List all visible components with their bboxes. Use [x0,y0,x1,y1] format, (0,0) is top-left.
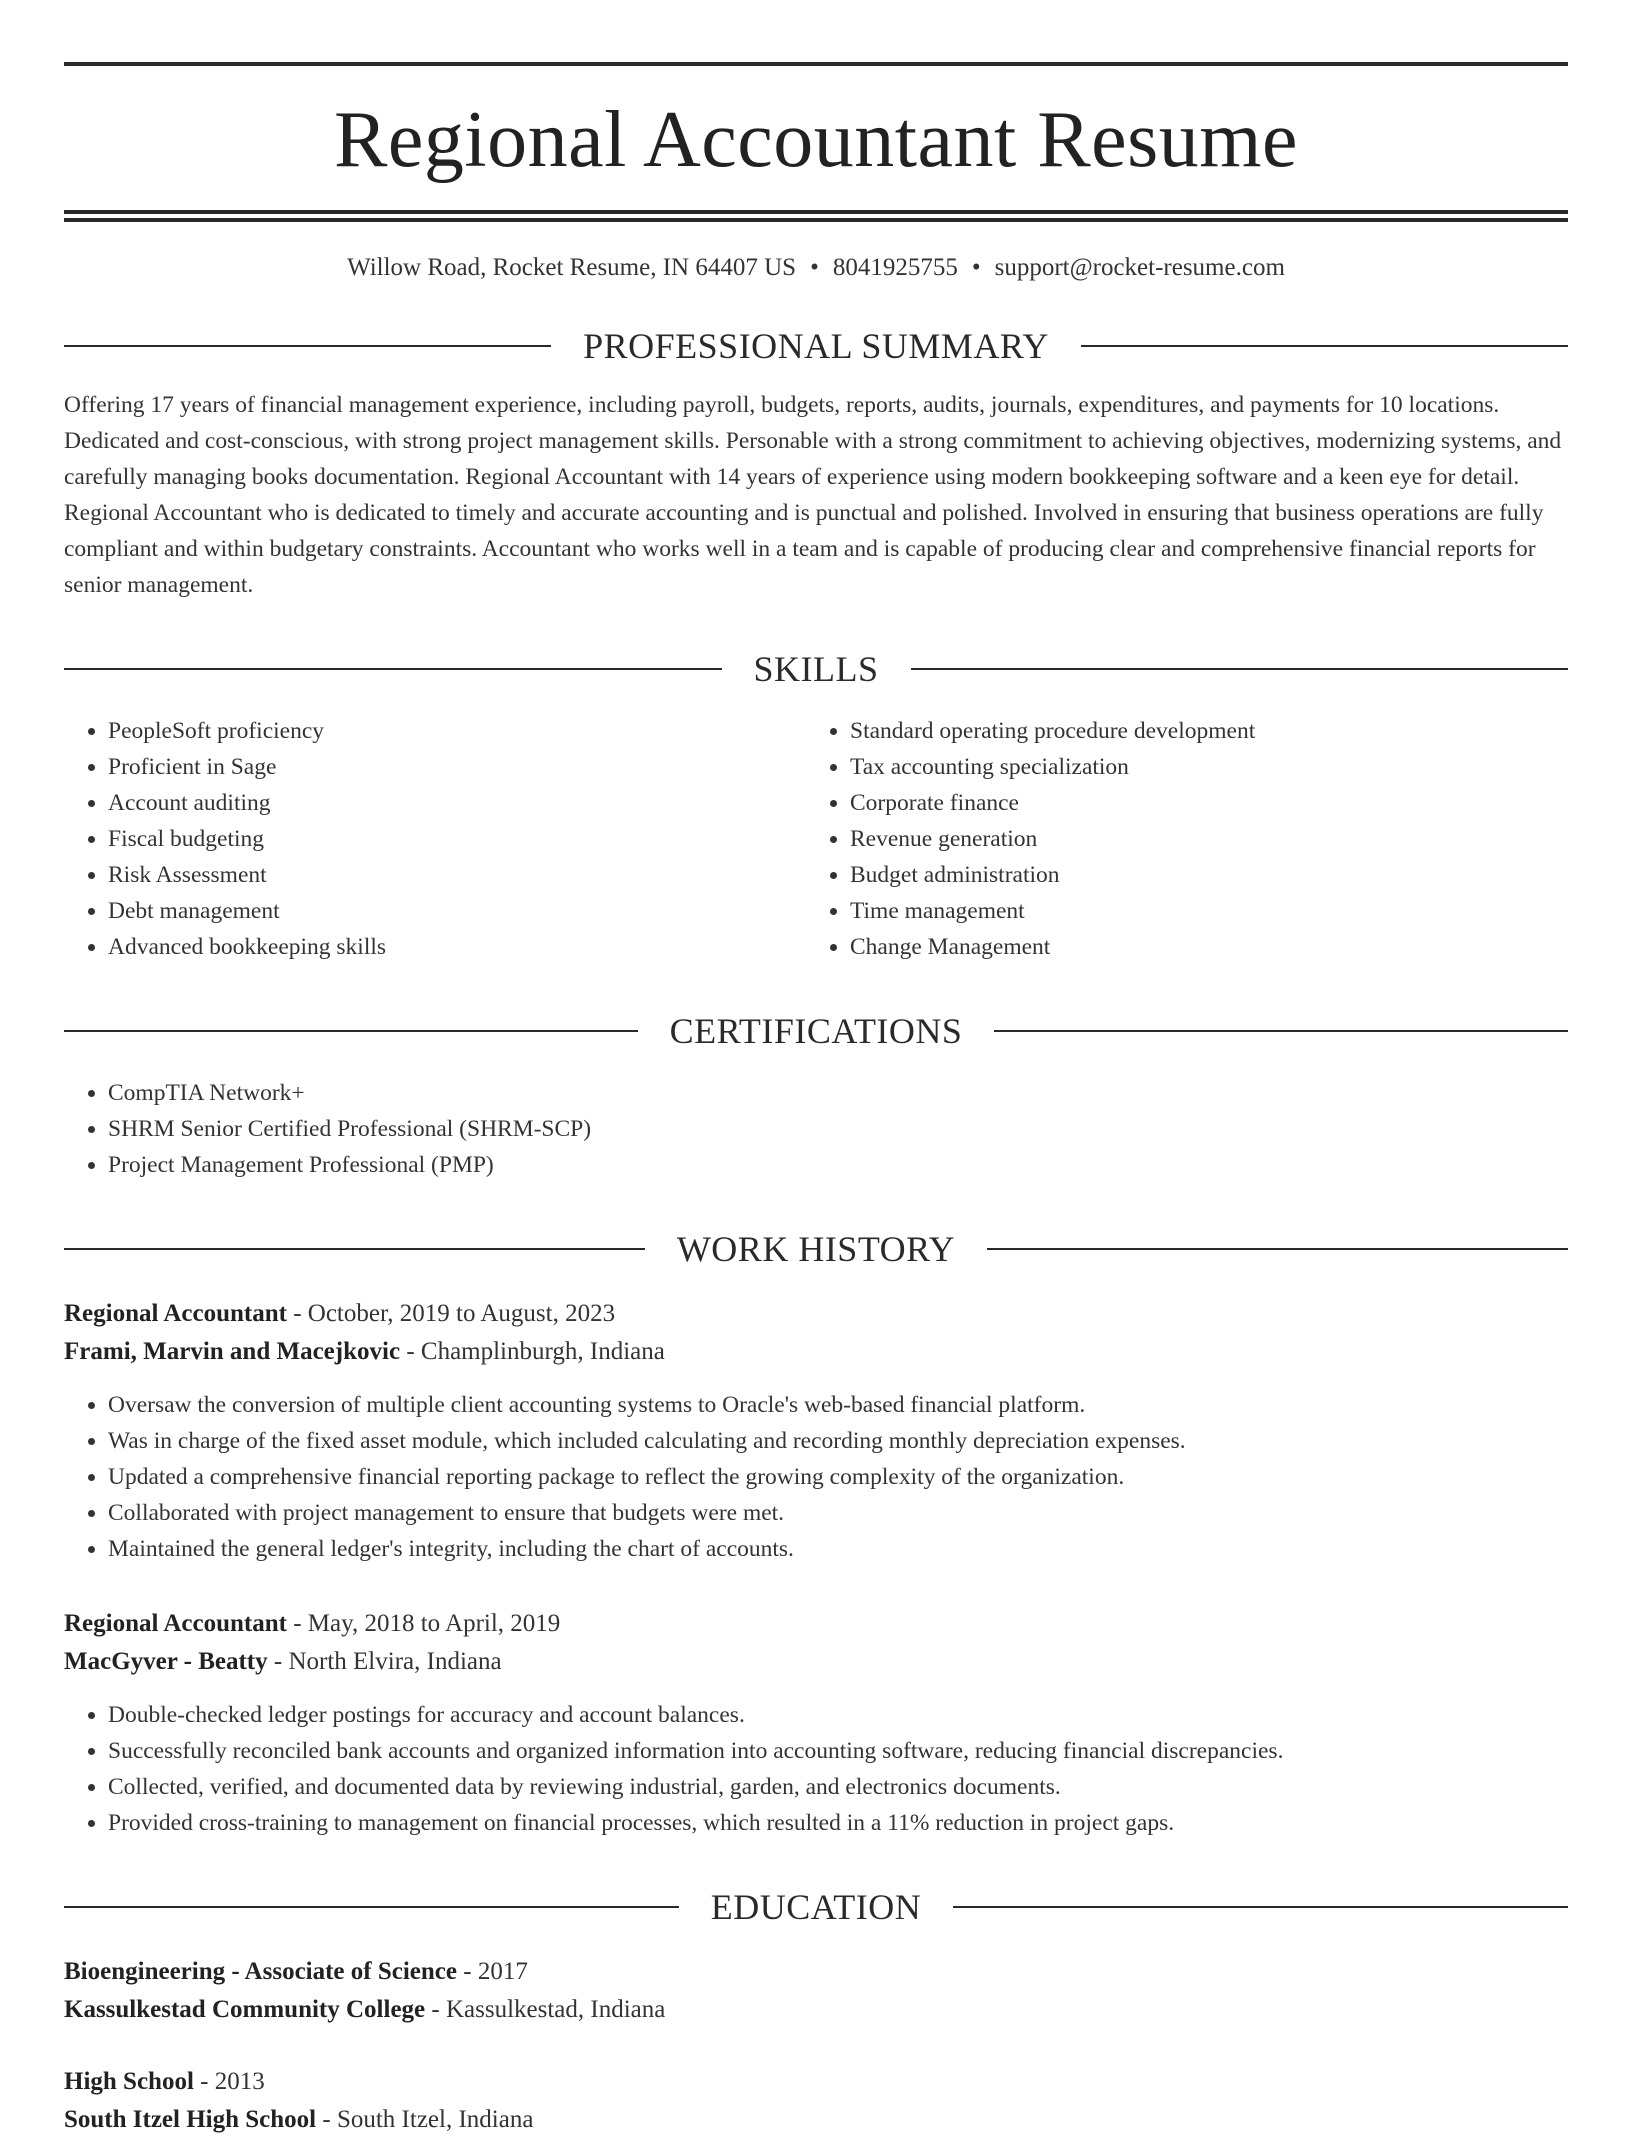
job-company-line [64,1643,1568,1681]
skill-item: • Advanced bookkeeping skills [108,929,806,965]
work-heading: WORK HISTORY [676,1229,956,1269]
job-title: Regional Accountant [64,1300,287,1327]
job-title: Regional Accountant [64,1610,287,1637]
certifications-heading: CERTIFICATIONS [669,1011,963,1051]
job-company: Frami, Marvin and Macejkovic [64,1338,401,1365]
section-rule [64,345,551,347]
education-degree: High School [64,2068,194,2095]
skills-section-header [64,651,1568,687]
job-entry [64,1605,1568,1841]
job-bullet: • Collaborated with project management to ensure that budgets were met. [108,1495,1568,1531]
job-company-line [64,1333,1568,1371]
job-company: MacGyver - Beatty [64,1648,268,1675]
job-bullet: • Oversaw the conversion of multiple client accounting systems to Oracle's web-based financial platform. [108,1387,1568,1423]
education-school: Kassulkestad Community College [64,1996,426,2023]
contact-address: Willow Road, Rocket Resume, IN 64407 US [347,254,797,281]
skill-item: • Time management [850,893,1548,929]
section-rule [953,1906,1568,1908]
job-dates: - May, 2018 to April, 2019 [286,1610,561,1637]
education-year: - 2017 [457,1958,528,1985]
skill-item: • Corporate finance [850,785,1548,821]
work-section-header [64,1231,1568,1267]
certifications-list [64,1075,1568,1183]
education-school: South Itzel High School [64,2106,317,2133]
job-bullet: • Double-checked ledger postings for accuracy and account balances. [108,1697,1568,1733]
skill-item: • PeopleSoft proficiency [108,713,806,749]
section-rule [64,1906,679,1908]
skill-item: • Proficient in Sage [108,749,806,785]
job-bullet: • Successfully reconciled bank accounts and organized information into accounting software, reducing financial discrepancies. [108,1733,1568,1769]
job-location: - Champlinburgh, Indiana [400,1338,665,1365]
skill-item: • Risk Assessment [108,857,806,893]
job-location: - North Elvira, Indiana [267,1648,502,1675]
section-rule [64,668,722,670]
job-bullets [64,1697,1568,1841]
education-school-line [64,1991,1568,2029]
section-rule [911,668,1569,670]
education-entry [64,2063,1568,2139]
education-school-line [64,2101,1568,2139]
job-entry [64,1295,1568,1567]
certification-item: • Project Management Professional (PMP) [108,1147,1568,1183]
skills-column-left [64,713,806,965]
education-entry [64,1953,1568,2029]
job-bullet: • Maintained the general ledger's integrity, including the chart of accounts. [108,1531,1568,1567]
contact-separator: • [971,254,981,281]
certification-item: • SHRM Senior Certified Professional (SHRM-SCP) [108,1111,1568,1147]
top-rule [64,62,1568,66]
summary-section-header [64,328,1568,364]
section-rule [64,1030,638,1032]
contact-line [64,255,1568,280]
education-degree-line [64,2063,1568,2101]
skill-item: • Budget administration [850,857,1548,893]
skill-item: • Debt management [108,893,806,929]
skill-item: • Account auditing [108,785,806,821]
summary-heading: PROFESSIONAL SUMMARY [583,326,1049,366]
section-rule [64,1248,645,1250]
double-rule [64,210,1568,222]
contact-phone: 8041925755 [832,254,958,281]
summary-text: Offering 17 years of financial management experience, including payroll, budgets, reports, audits, journals, expenditures, and payments for 10 locations. Dedicated and cost-conscious, with strong project management skills. Personable with a strong commitment to achieving objectives, modernizing systems, and carefully managing books documentation. Regional Accountant with 14 years of experience using modern bookkeeping software and a keen eye for detail. Regional Accountant who is dedicated to timely and accurate accounting and is punctual and polished. Involved in ensuring that business operations are fully compliant and within budgetary constraints. Accountant who works well in a team and is capable of producing clear and comprehensive financial reports for senior management. [64,392,1562,598]
job-title-line [64,1605,1568,1643]
skill-item: • Fiscal budgeting [108,821,806,857]
job-dates: - October, 2019 to August, 2023 [286,1300,616,1327]
contact-email[interactable]: support@rocket-resume.com [994,254,1285,281]
job-bullet: • Updated a comprehensive financial reporting package to reflect the growing complexity of the organization. [108,1459,1568,1495]
education-degree-line [64,1953,1568,1991]
education-section-header [64,1889,1568,1925]
skill-item: • Change Management [850,929,1548,965]
education-degree: Bioengineering - Associate of Science [64,1958,457,1985]
skill-item: • Tax accounting specialization [850,749,1548,785]
job-bullet: • Collected, verified, and documented data by reviewing industrial, garden, and electronics documents. [108,1769,1568,1805]
section-rule [994,1030,1568,1032]
resume-title: Regional Accountant Resume [334,96,1298,184]
education-year: - 2013 [193,2068,265,2095]
job-title-line [64,1295,1568,1333]
skills-column-right [806,713,1548,965]
job-bullet: • Was in charge of the fixed asset module, which included calculating and recording monthly depreciation expenses. [108,1423,1568,1459]
education-heading: EDUCATION [710,1887,922,1927]
section-rule [1081,345,1568,347]
certifications-section-header [64,1013,1568,1049]
skills-heading: SKILLS [753,649,879,689]
job-bullet: • Provided cross-training to management on financial processes, which resulted in a 11% reduction in project gaps. [108,1805,1568,1841]
job-bullets [64,1387,1568,1567]
skill-item: • Revenue generation [850,821,1548,857]
education-location: - Kassulkestad, Indiana [425,1996,666,2023]
contact-separator: • [810,254,819,281]
certification-item: • CompTIA Network+ [108,1075,1568,1111]
education-location: - South Itzel, Indiana [316,2106,534,2133]
skill-item: • Standard operating procedure development [850,713,1548,749]
skills-list [64,713,1568,965]
section-rule [987,1248,1568,1250]
